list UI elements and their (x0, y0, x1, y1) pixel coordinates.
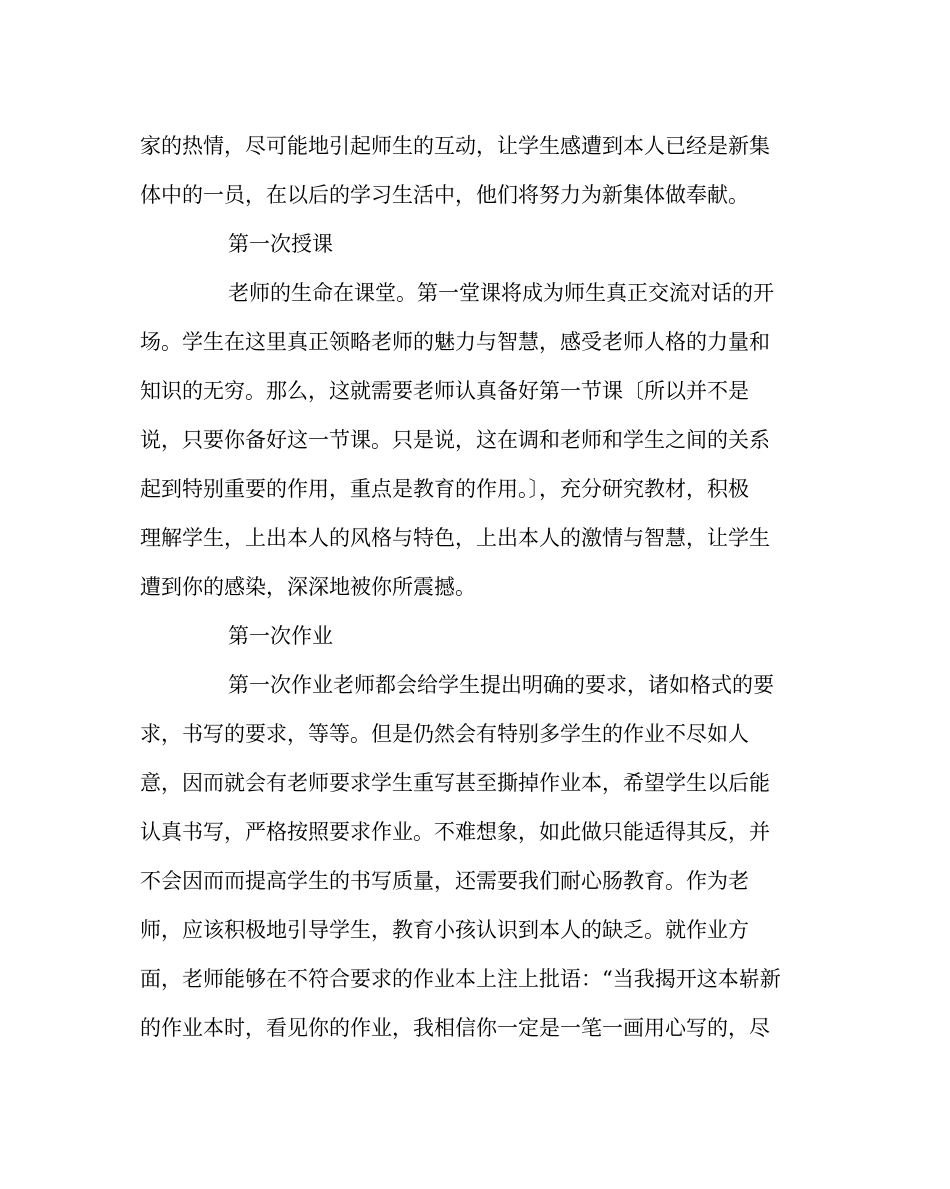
paragraph-line: 面，老师能够在不符合要求的作业本上注上批语：“当我揭开这本崭新 (140, 967, 781, 991)
paragraph-line: 家的热情，尽可能地引起师生的互动，让学生感遭到本人已经是新集 (140, 134, 770, 158)
paragraph-line: 认真书写，严格按照要求作业。不难想象，如此做只能适得其反，并 (140, 820, 770, 844)
paragraph-line: 不会因而而提高学生的书写质量，还需要我们耐心肠教育。作为老 (140, 869, 749, 893)
paragraph-line: 意，因而就会有老师要求学生重写甚至撕掉作业本，希望学生以后能 (140, 771, 770, 795)
paragraph-line: 理解学生，上出本人的风格与特色，上出本人的激情与智慧，让学生 (140, 526, 770, 550)
paragraph-line: 说，只要你备好这一节课。只是说，这在调和老师和学生之间的关系 (140, 428, 770, 452)
paragraph-line: 场。学生在这里真正领略老师的魅力与智慧，感受老师人格的力量和 (140, 330, 770, 354)
section-heading: 第一次作业 (228, 624, 333, 648)
paragraph-line: 体中的一员，在以后的学习生活中，他们将努力为新集体做奉献。 (140, 183, 749, 207)
paragraph-line: 求，书写的要求，等等。但是仍然会有特别多学生的作业不尽如人 (140, 722, 749, 746)
paragraph-line: 知识的无穷。那么，这就需要老师认真备好第一节课〔所以并不是 (140, 379, 749, 403)
paragraph-line: 的作业本时，看见你的作业，我相信你一定是一笔一画用心写的，尽 (140, 1016, 770, 1040)
paragraph-line: 起到特别重要的作用，重点是教育的作用。〕，充分研究教材，积极 (140, 477, 749, 501)
section-heading: 第一次授课 (228, 232, 333, 256)
paragraph-line: 师，应该积极地引导学生，教育小孩认识到本人的缺乏。就作业方 (140, 918, 749, 942)
paragraph-line: 遭到你的感染，深深地被你所震撼。 (140, 575, 476, 599)
paragraph-line: 第一次作业老师都会给学生提出明确的要求，诸如格式的要 (228, 673, 774, 697)
paragraph-line: 老师的生命在课堂。第一堂课将成为师生真正交流对话的开 (228, 281, 774, 305)
